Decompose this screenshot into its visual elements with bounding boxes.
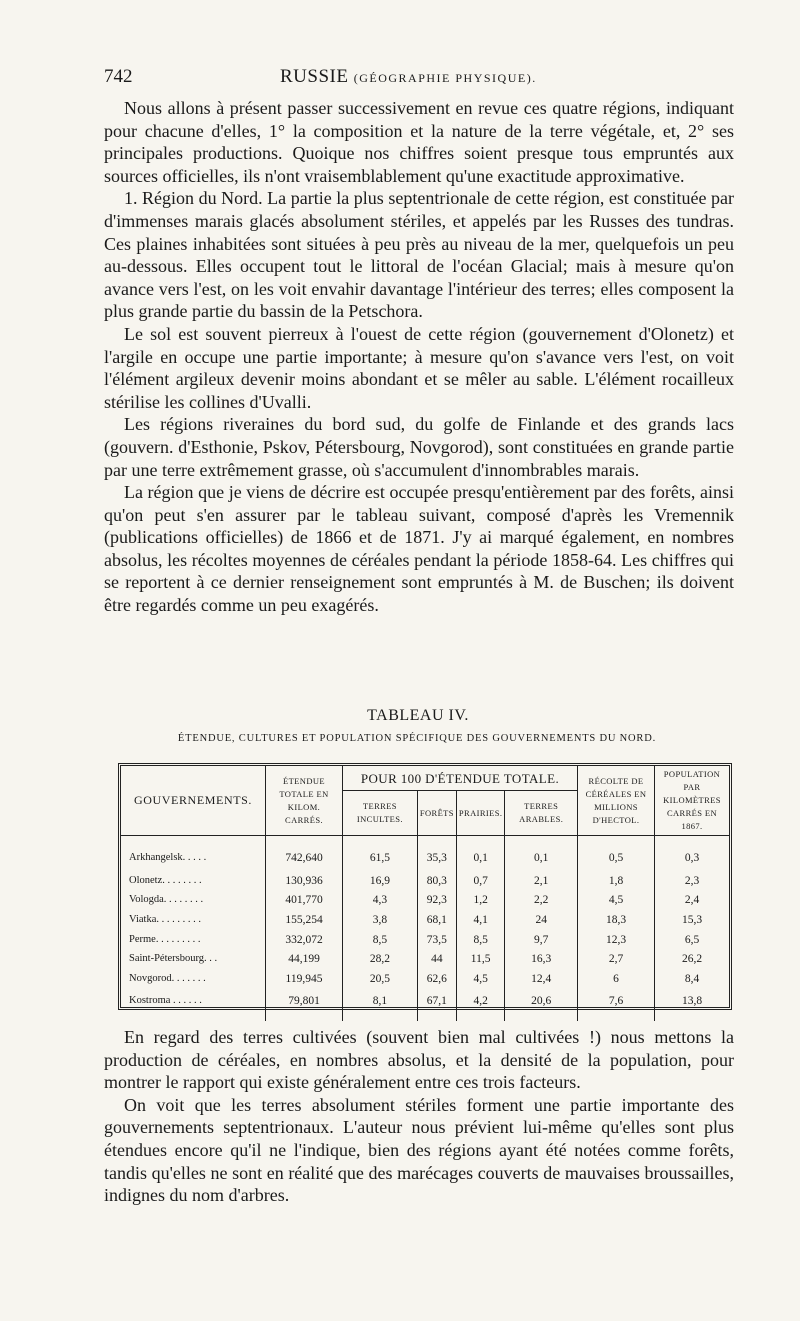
cell-population: 15,3	[655, 911, 730, 931]
cell-forets: 80,3	[417, 871, 456, 891]
cell-name: Olonetz. . . . . . . .	[129, 874, 202, 886]
cell-arables: 24	[505, 911, 578, 931]
cell-prairies: 0,7	[456, 871, 505, 891]
cell-population: 8,4	[655, 969, 730, 989]
cell-population: 6,5	[655, 930, 730, 950]
cell-etendue: 401,770	[266, 891, 343, 911]
cell-recolte: 2,7	[578, 950, 655, 970]
cell-etendue: 332,072	[266, 930, 343, 950]
col-header-terres-arables: TERRES ARABLES.	[505, 791, 578, 836]
cell-incultes: 8,1	[343, 989, 418, 1021]
running-title	[280, 66, 537, 88]
cell-population: 13,8	[655, 989, 730, 1021]
cell-prairies: 4,5	[456, 969, 505, 989]
cell-arables: 2,2	[505, 891, 578, 911]
cell-population: 0,3	[655, 836, 730, 872]
cell-forets: 44	[417, 950, 456, 970]
table-row	[121, 891, 729, 911]
cell-population: 26,2	[655, 950, 730, 970]
paragraph: En regard des terres cultivées (souvent bien mal cultivées !) nous mettons la production de céréales, en nombres absolus, et la densité de la population, pour montrer le rapport qui existe généralement entre ces trois facteurs.	[104, 1027, 734, 1093]
cell-name: Novgorod. . . . . . .	[129, 972, 206, 984]
cell-recolte: 18,3	[578, 911, 655, 931]
cell-population: 2,4	[655, 891, 730, 911]
cell-arables: 20,6	[505, 989, 578, 1021]
cell-incultes: 8,5	[343, 930, 418, 950]
table-row	[121, 969, 729, 989]
cell-arables: 0,1	[505, 836, 578, 872]
cell-arables: 2,1	[505, 871, 578, 891]
table-title: TABLEAU IV.	[367, 707, 469, 724]
cell-etendue: 742,640	[266, 836, 343, 872]
paragraph: Les régions riveraines du bord sud, du golfe de Finlande et des grands lacs (gouvern. d'Esthonie, Pskov, Pétersbourg, Novgorod), sont constituées en grande partie par une terre extrêmement grasse, où s'accumulent d'innombrables marais.	[104, 414, 734, 480]
running-title-main: RUSSIE	[280, 66, 349, 87]
table-row	[121, 871, 729, 891]
paragraph: Nous allons à présent passer successivement en revue ces quatre régions, indiquant pour chacune d'elles, 1° la composition et la nature de la terre végétale, et, 2° ses principales productions. Quoique nos chiffres soient presque tous empruntés aux sources officielles, ils n'ont vraisemblablement qu'une exactitude approximative.	[104, 98, 734, 186]
cell-forets: 67,1	[417, 989, 456, 1021]
cell-incultes: 3,8	[343, 911, 418, 931]
running-title-sub: (GÉOGRAPHIE PHYSIQUE).	[353, 71, 537, 85]
cell-arables: 9,7	[505, 930, 578, 950]
cell-incultes: 28,2	[343, 950, 418, 970]
cell-incultes: 61,5	[343, 836, 418, 872]
table-row	[121, 989, 729, 1021]
cell-forets: 73,5	[417, 930, 456, 950]
cell-incultes: 20,5	[343, 969, 418, 989]
cell-name: Kostroma . . . . . .	[129, 994, 202, 1006]
cell-forets: 35,3	[417, 836, 456, 872]
page-header	[104, 66, 730, 92]
cell-population: 2,3	[655, 871, 730, 891]
cell-arables: 12,4	[505, 969, 578, 989]
paragraph: Le sol est souvent pierreux à l'ouest de cette région (gouvernement d'Olonetz) et l'argile en occupe une partie importante; à mesure qu'on s'avance vers l'est, on voit l'élément argileux devenir moins abondant et se mêler au sable. L'élément rocailleux stérilise les collines d'Uvalli.	[104, 323, 734, 412]
cell-recolte: 1,8	[578, 871, 655, 891]
col-header-recolte: RÉCOLTE DE CÉRÉALES EN MILLIONS D'HECTOL.	[578, 766, 655, 836]
paragraph: 1. Région du Nord. La partie la plus septentrionale de cette région, est constituée par d'immenses marais glacés absolument stériles, et appelés par les Russes des tundras. Ces plaines inhabitées sont situées à peu près au niveau de la mer, quelquefois un peu au-dessous. Elles occupent tout le littoral de l'océan Glacial; mais à mesure qu'on avance vers l'est, on les voit envahir davantage l'intérieur des terres; elles composent la plus grande partie du bassin de la Petschora.	[104, 188, 734, 322]
col-header-gouvernements: GOUVERNEMENTS.	[121, 766, 266, 836]
table-row	[121, 836, 729, 872]
cell-forets: 68,1	[417, 911, 456, 931]
col-header-etendue: ÉTENDUE TOTALE EN KILOM. CARRÉS.	[266, 766, 343, 836]
table-row	[121, 911, 729, 931]
col-header-terres-incultes: TERRES INCULTES.	[343, 791, 418, 836]
cell-prairies: 11,5	[456, 950, 505, 970]
col-header-prairies: PRAIRIES.	[456, 791, 505, 836]
cell-prairies: 8,5	[456, 930, 505, 950]
paragraph: La région que je viens de décrire est occupée presqu'entièrement par des forêts, ainsi qu'on peut s'en assurer par le tableau suivant, composé d'après les Vremennik (publications officielles) de 1866 et de 1871. J'y ai marqué également, en nombres absolus, les récoltes moyennes de céréales pendant la période 1858-64. Les chiffres qui se reportent à ce dernier renseignement sont empruntés à M. de Buschen; ils doivent être regardés comme un peu exagérés.	[104, 482, 734, 616]
cell-recolte: 4,5	[578, 891, 655, 911]
cell-prairies: 0,1	[456, 836, 505, 872]
cell-prairies: 4,2	[456, 989, 505, 1021]
cell-etendue: 44,199	[266, 950, 343, 970]
cell-recolte: 6	[578, 969, 655, 989]
text-before-table	[104, 97, 734, 617]
table-subtitle: ÉTENDUE, CULTURES ET POPULATION SPÉCIFIQUE DES GOUVERNEMENTS DU NORD.	[177, 733, 657, 744]
cell-etendue: 130,936	[266, 871, 343, 891]
paragraph: On voit que les terres absolument stériles forment une partie importante des gouvernements septentrionaux. L'auteur nous prévient lui-même qu'elles sont plus étendues encore qu'il ne l'indique, bien des régions ayant été notées comme forêts, tandis qu'elles ne sont en réalité que des marécages couverts de mauvaises broussailles, indignes du nom d'arbres.	[104, 1094, 734, 1206]
cell-name: Vologda. . . . . . . .	[129, 894, 204, 906]
cell-arables: 16,3	[505, 950, 578, 970]
table-row	[121, 930, 729, 950]
cell-name: Saint-Pétersbourg. . .	[129, 953, 218, 965]
data-table	[121, 766, 729, 1021]
cell-prairies: 1,2	[456, 891, 505, 911]
cell-etendue: 155,254	[266, 911, 343, 931]
cell-name: Arkhangelsk. . . . .	[129, 852, 207, 864]
cell-incultes: 4,3	[343, 891, 418, 911]
cell-recolte: 0,5	[578, 836, 655, 872]
cell-prairies: 4,1	[456, 911, 505, 931]
cell-forets: 62,6	[417, 969, 456, 989]
data-table-frame	[118, 763, 732, 1010]
table-row	[121, 950, 729, 970]
cell-name: Viatka. . . . . . . . .	[129, 914, 201, 926]
page-number: 742	[104, 66, 133, 87]
cell-forets: 92,3	[417, 891, 456, 911]
cell-incultes: 16,9	[343, 871, 418, 891]
cell-recolte: 7,6	[578, 989, 655, 1021]
col-header-population: POPULATION PAR KILOMÈTRES CARRÉS EN 1867.	[655, 766, 730, 836]
col-group-header: POUR 100 D'ÉTENDUE TOTALE.	[343, 766, 578, 791]
cell-etendue: 79,801	[266, 989, 343, 1021]
text-after-table	[104, 1026, 734, 1207]
cell-etendue: 119,945	[266, 969, 343, 989]
cell-name: Perme. . . . . . . . .	[129, 933, 201, 945]
col-header-forets: FORÊTS	[417, 791, 456, 836]
cell-recolte: 12,3	[578, 930, 655, 950]
